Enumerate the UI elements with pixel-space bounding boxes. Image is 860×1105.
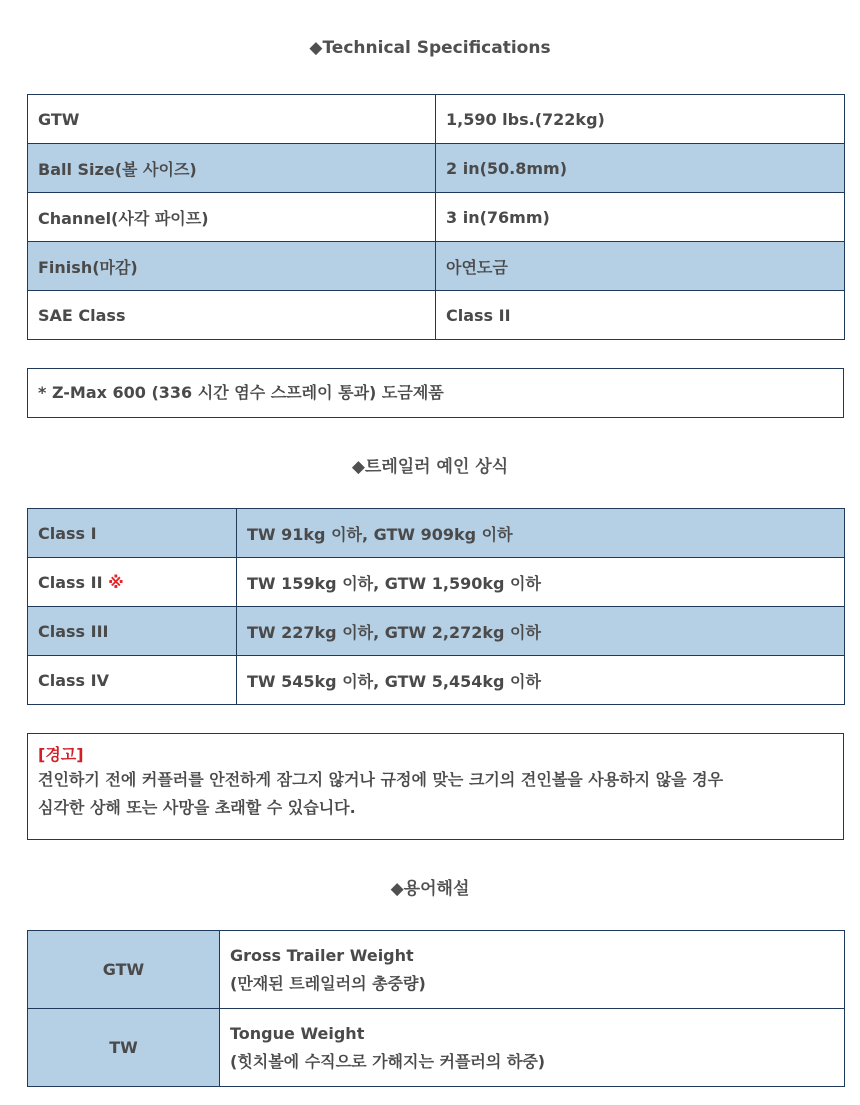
class-label: Class II (38, 572, 103, 592)
glossary-term-name: Tongue Weight (230, 1023, 365, 1043)
spec-heading: ◆Technical Specifications (309, 38, 551, 58)
spec-value: Class II (436, 291, 845, 340)
towing-row (28, 558, 845, 607)
warning-title: [경고] (38, 745, 84, 764)
spec-value: 아연도금 (436, 242, 845, 291)
spec-row (28, 95, 845, 144)
spec-row (28, 242, 845, 291)
warning-line: 견인하기 전에 커플러를 안전하게 잠그지 않거나 규정에 맞는 크기의 견인볼을 사용하지 않을 경우 (38, 770, 724, 789)
spec-row (28, 291, 845, 340)
warning-box (27, 733, 844, 840)
spec-label: Ball Size(볼 사이즈) (28, 144, 436, 193)
spec-value: 3 in(76mm) (436, 193, 845, 242)
towing-table (27, 508, 845, 705)
glossary-term: GTW (28, 931, 220, 1009)
glossary-table (27, 930, 845, 1087)
spec-label: GTW (28, 95, 436, 144)
class-label: Class III (38, 621, 109, 641)
towing-row (28, 607, 845, 656)
warning-line: 심각한 상해 또는 사망을 초래할 수 있습니다. (38, 798, 356, 817)
spec-row (28, 144, 845, 193)
class-value: TW 545kg 이하, GTW 5,454kg 이하 (237, 656, 845, 705)
glossary-term-desc: (만재된 트레일러의 총중량) (230, 973, 426, 993)
towing-row (28, 656, 845, 705)
towing-heading: ◆트레일러 예인 상식 (351, 457, 509, 477)
towing-row (28, 509, 845, 558)
spec-value: 2 in(50.8mm) (436, 144, 845, 193)
reference-mark: ※ (108, 572, 124, 592)
spec-label: Channel(사각 파이프) (28, 193, 436, 242)
spec-table (27, 94, 845, 340)
spec-note: * Z-Max 600 (336 시간 염수 스프레이 통과) 도금제품 (27, 368, 844, 418)
glossary-term-name: Gross Trailer Weight (230, 945, 414, 965)
class-value: TW 91kg 이하, GTW 909kg 이하 (237, 509, 845, 558)
class-label: Class I (38, 523, 97, 543)
class-label: Class IV (38, 670, 109, 690)
spec-label: Finish(마감) (28, 242, 436, 291)
glossary-term-desc: (힛치볼에 수직으로 가해지는 커플러의 하중) (230, 1051, 546, 1071)
glossary-row (28, 931, 845, 1009)
class-value: TW 159kg 이하, GTW 1,590kg 이하 (237, 558, 845, 607)
class-value: TW 227kg 이하, GTW 2,272kg 이하 (237, 607, 845, 656)
spec-value: 1,590 lbs.(722kg) (436, 95, 845, 144)
glossary-term: TW (28, 1009, 220, 1087)
spec-row (28, 193, 845, 242)
spec-label: SAE Class (28, 291, 436, 340)
glossary-heading: ◆용어해설 (390, 879, 470, 899)
glossary-row (28, 1009, 845, 1087)
